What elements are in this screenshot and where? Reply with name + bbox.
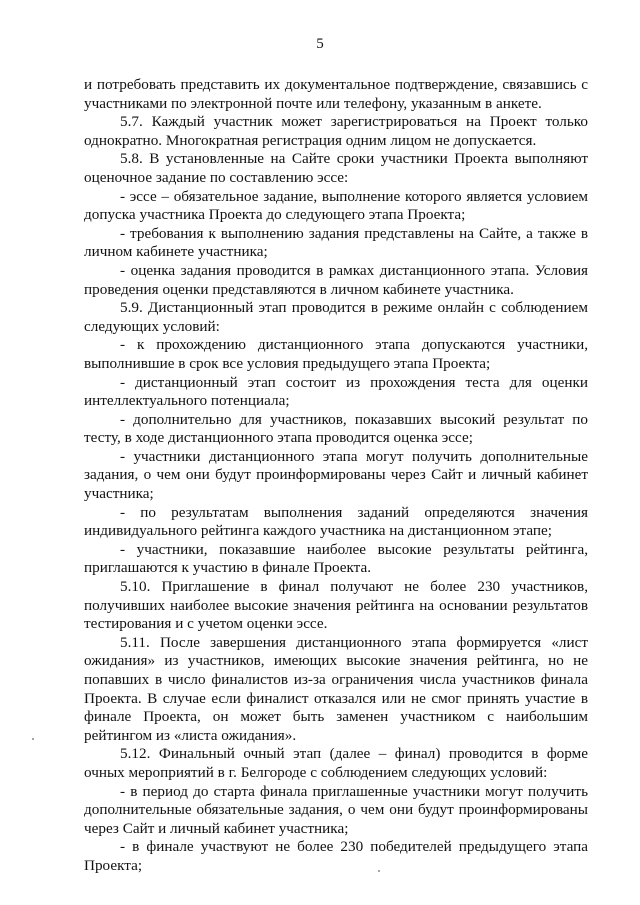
list-item: - эссе – обязательное задание, выполнение которого является условием допуска участника Проекта до следующего этапа Проекта; [84, 187, 588, 224]
list-item: - требования к выполнению задания представлены на Сайте, а также в личном кабинете участника; [84, 224, 588, 261]
list-item: - в период до старта финала приглашенные участники могут получить дополнительные обязательные задания, о чем они будут проинформированы через Сайт и личный кабинет участника; [84, 782, 588, 837]
document-body [84, 76, 588, 876]
list-item: - к прохождению дистанционного этапа допускаются участники, выполнившие в срок все условия предыдущего этапа Проекта; [84, 336, 588, 372]
list-item: - оценка задания проводится в рамках дистанционного этапа. Условия проведения оценки представляются в личном кабинете участника. [84, 261, 588, 298]
paragraph: и потребовать представить их документальное подтверждение, связавшись с участниками по электронной почте или телефону, указанным в анкете. [84, 76, 588, 112]
clause-5-7: 5.7. Каждый участник может зарегистрироваться на Проект только однократно. Многократная регистрация одним лицом не допускается. [84, 113, 588, 149]
clause-5-9: 5.9. Дистанционный этап проводится в режиме онлайн с соблюдением следующих условий: [84, 299, 588, 335]
page-number: 5 [316, 36, 324, 52]
list-item: - участники дистанционного этапа могут получить дополнительные задания, о чем они будут проинформированы через Сайт и личный кабинет участника; [84, 447, 588, 503]
list-item: - участники, показавшие наиболее высокие результаты рейтинга, приглашаются к участию в финале Проекта. [84, 540, 588, 577]
list-item: - в финале участвуют не более 230 победителей предыдущего этапа Проекта; [84, 838, 588, 874]
clause-5-11: 5.11. После завершения дистанционного этапа формируется «лист ожидания» из участников, имеющих высокие значения рейтинга, но не попавших в число финалистов из-за ограничения числа участников финала Проекта. В случае если финалист отказался или не смог принять участие в финале Проекта, он может быть заменен участником с наибольшим рейтингом из «листа ожидания». [84, 633, 588, 744]
list-item: - по результатам выполнения заданий определяются значения индивидуального рейтинга каждого участника на дистанционном этапе; [84, 503, 588, 540]
scan-speck [378, 870, 380, 872]
scan-speck [32, 738, 34, 740]
clause-5-10: 5.10. Приглашение в финал получают не более 230 участников, получивших наиболее высокие значения рейтинга на основании результатов тестирования и с учетом оценки эссе. [84, 578, 588, 633]
list-item: - дистанционный этап состоит из прохождения теста для оценки интеллектуального потенциала; [84, 373, 588, 410]
list-item: - дополнительно для участников, показавших высокий результат по тесту, в ходе дистанционного этапа проводится оценка эссе; [84, 410, 588, 447]
clause-5-12: 5.12. Финальный очный этап (далее – финал) проводится в форме очных мероприятий в г. Белгороде с соблюдением следующих условий: [84, 745, 588, 781]
clause-5-8: 5.8. В установленные на Сайте сроки участники Проекта выполняют оценочное задание по составлению эссе: [84, 150, 588, 186]
